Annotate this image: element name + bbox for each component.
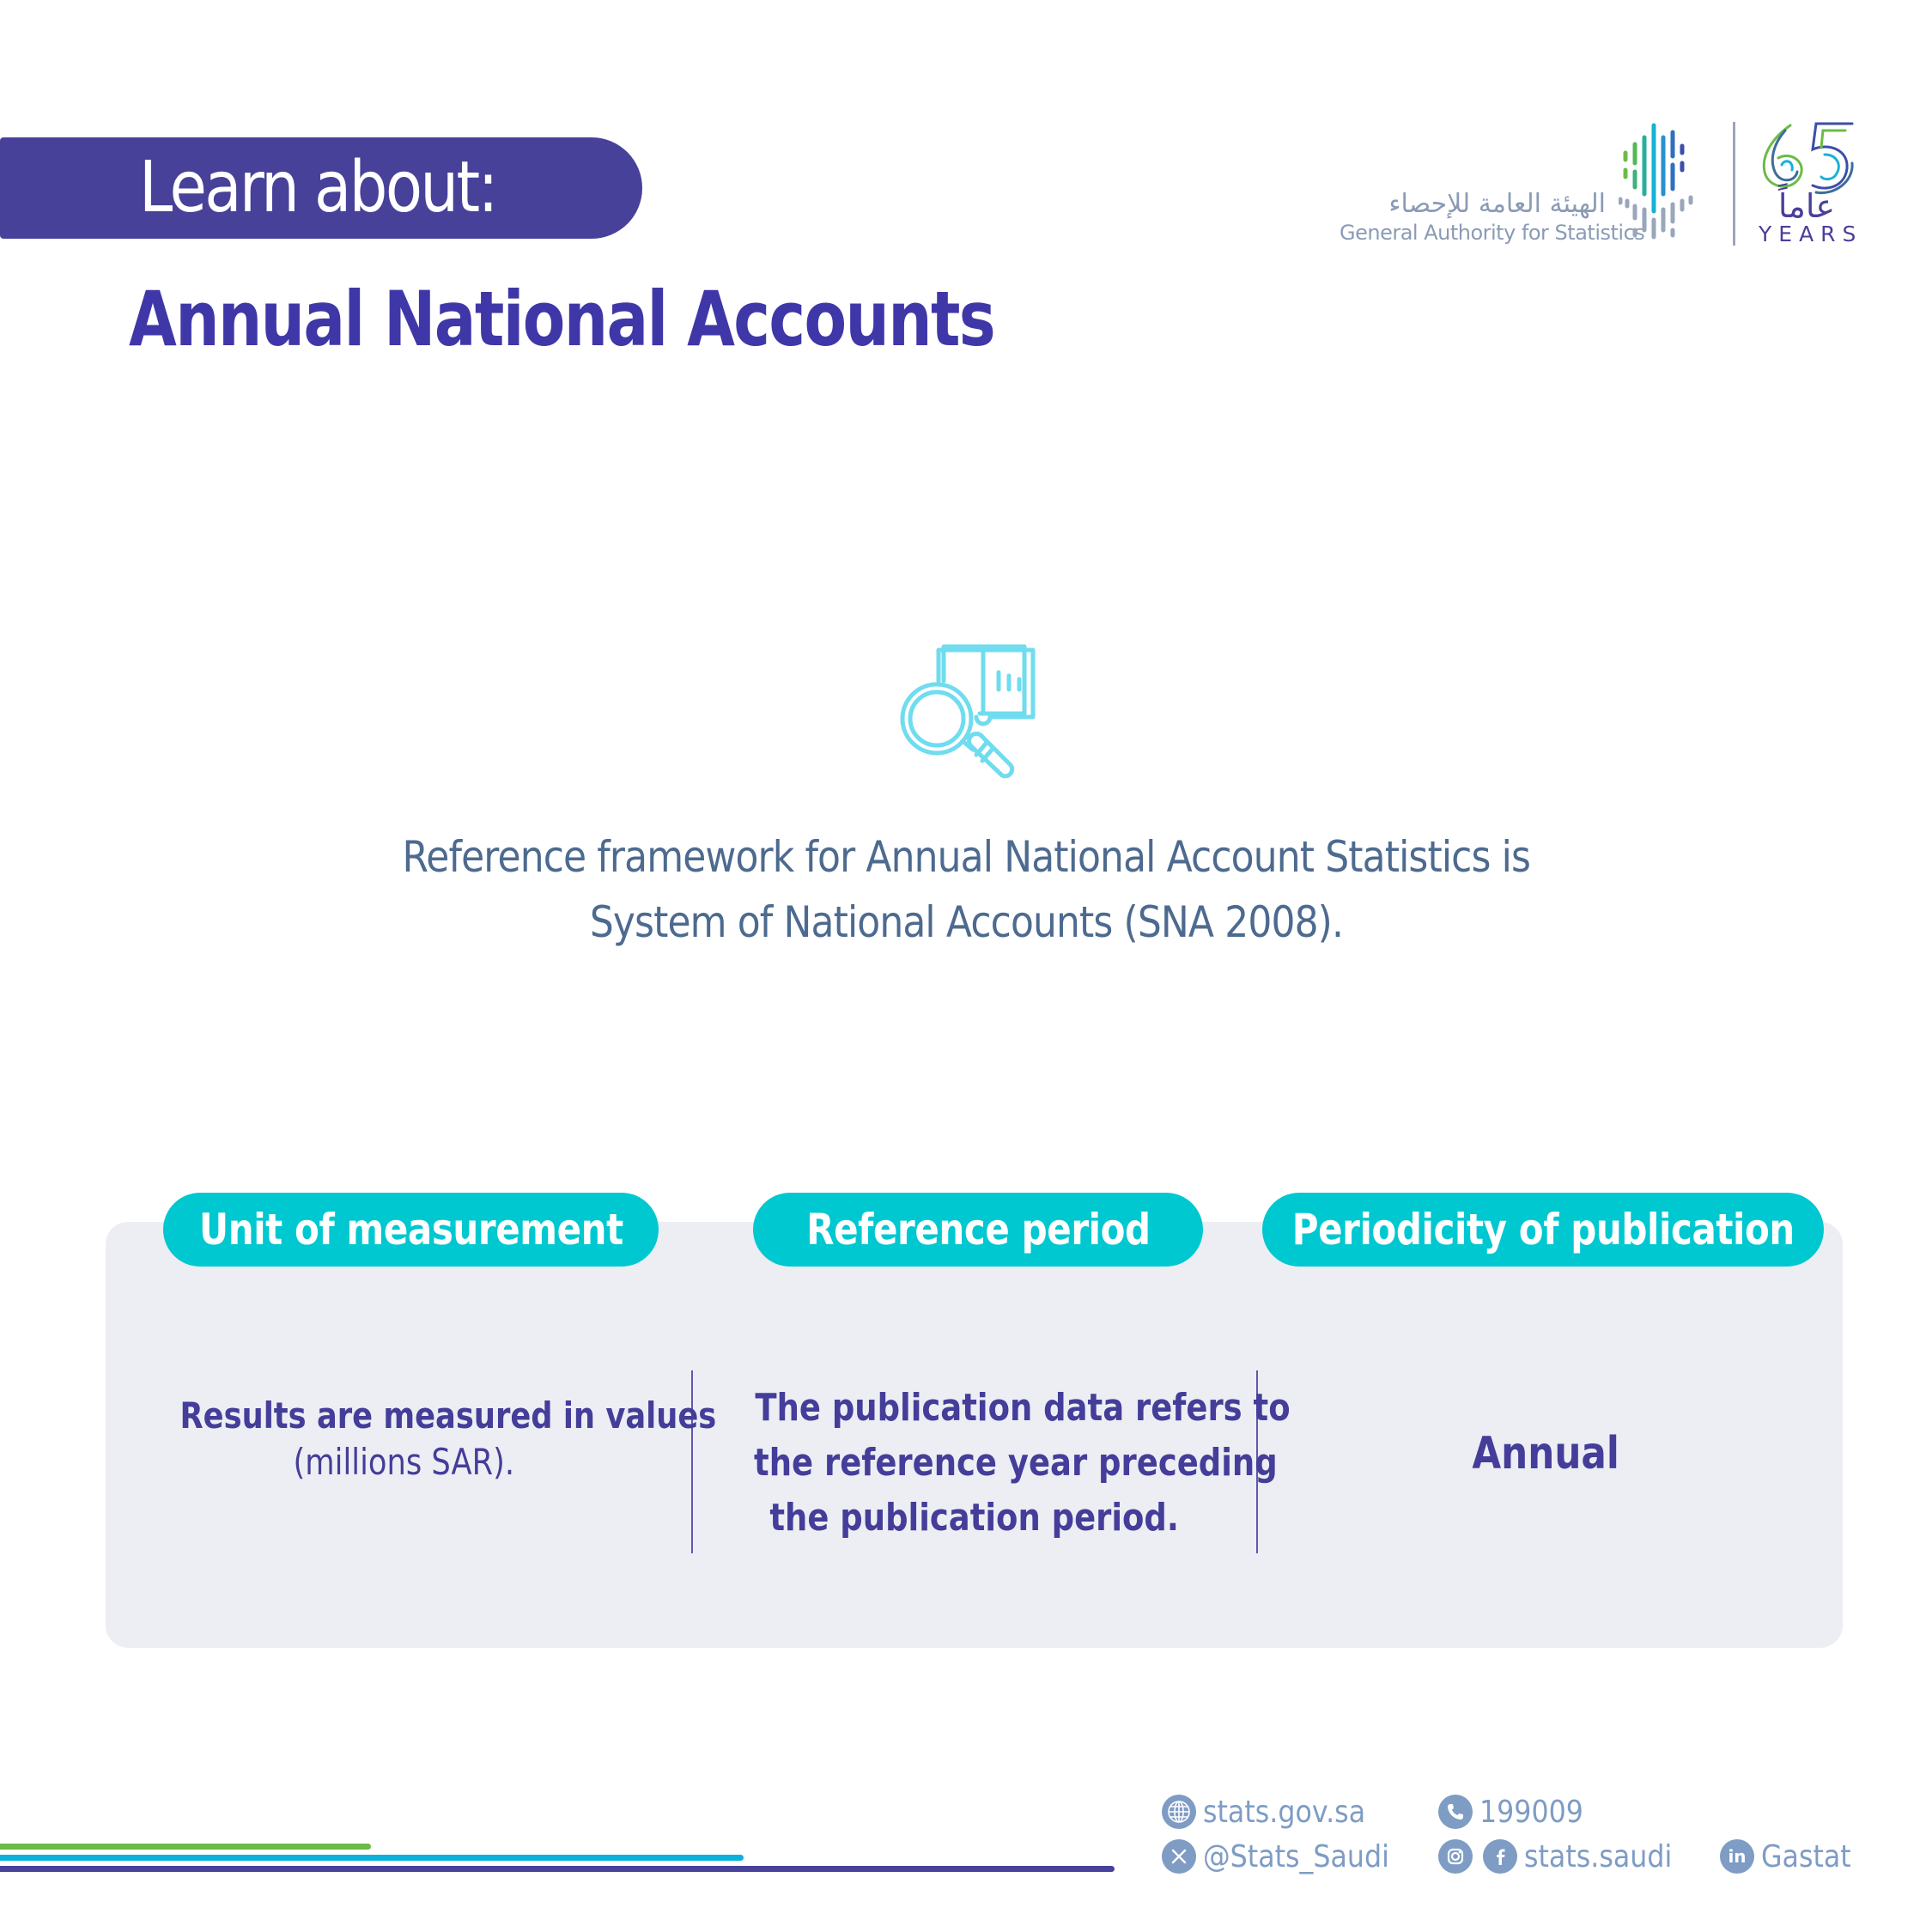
decorative-line-cyan <box>0 1855 744 1861</box>
unit-line-2: (millions SAR). <box>293 1441 514 1483</box>
unit-of-measurement-heading <box>163 1193 659 1267</box>
learn-about-label: Learn about: <box>139 147 496 228</box>
reference-framework-text <box>283 824 1649 955</box>
gastat-logo-icon <box>1619 120 1704 249</box>
phone-icon <box>1438 1795 1473 1829</box>
reference-framework-line-2: System of National Accounts (SNA 2008). <box>589 897 1343 947</box>
logo-divider <box>1733 122 1735 246</box>
periodicity-heading <box>1262 1193 1824 1267</box>
reference-period-label: Reference period <box>805 1205 1151 1255</box>
x-link[interactable] <box>1162 1837 1414 1876</box>
instagram-icon <box>1438 1839 1473 1874</box>
reference-line-1: The publication data refers to <box>755 1386 1291 1430</box>
social-handle-text: stats.saudi <box>1524 1838 1673 1874</box>
linkedin-link[interactable] <box>1720 1837 1863 1876</box>
periodicity-value <box>1271 1425 1820 1482</box>
reference-framework-line-1: Reference framework for Annual National Account Statistics is <box>402 832 1530 882</box>
website-link[interactable] <box>1162 1792 1388 1832</box>
reference-line-2: the reference year preceding <box>754 1441 1278 1485</box>
reference-period-value <box>704 1381 1291 1546</box>
book-magnifier-icon <box>897 640 1052 794</box>
logo-name-arabic: الهيئة العامة للإحصاء <box>1388 189 1606 219</box>
unit-of-measurement-label: Unit of measurement <box>198 1205 623 1255</box>
decorative-line-purple <box>0 1866 1115 1872</box>
unit-line-1: Results are measured in values <box>179 1394 717 1437</box>
globe-icon <box>1162 1795 1196 1829</box>
linkedin-icon: in <box>1720 1839 1754 1874</box>
x-icon <box>1162 1839 1196 1874</box>
logo-name-english: General Authority for Statistics <box>1340 221 1645 245</box>
instagram-facebook-link[interactable] <box>1438 1837 1692 1876</box>
unit-of-measurement-value <box>129 1393 717 1485</box>
reference-period-heading <box>753 1193 1203 1267</box>
page-title: Annual National Accounts <box>129 275 995 363</box>
65-years-emblem-icon <box>1756 120 1859 196</box>
phone-link[interactable] <box>1438 1792 1597 1832</box>
facebook-icon <box>1483 1839 1517 1874</box>
phone-text: 199009 <box>1479 1794 1583 1830</box>
periodicity-label: Periodicity of publication <box>1291 1205 1795 1255</box>
decorative-line-green <box>0 1844 371 1850</box>
website-text: stats.gov.sa <box>1203 1794 1366 1830</box>
periodicity-line-1: Annual <box>1472 1428 1619 1479</box>
reference-line-3: the publication period. <box>769 1496 1180 1540</box>
anniversary-english: YEARS <box>1759 222 1863 246</box>
linkedin-text: Gastat <box>1761 1838 1851 1874</box>
x-handle-text: @Stats_Saudi <box>1203 1838 1389 1874</box>
anniversary-arabic: عاماً <box>1777 187 1836 225</box>
